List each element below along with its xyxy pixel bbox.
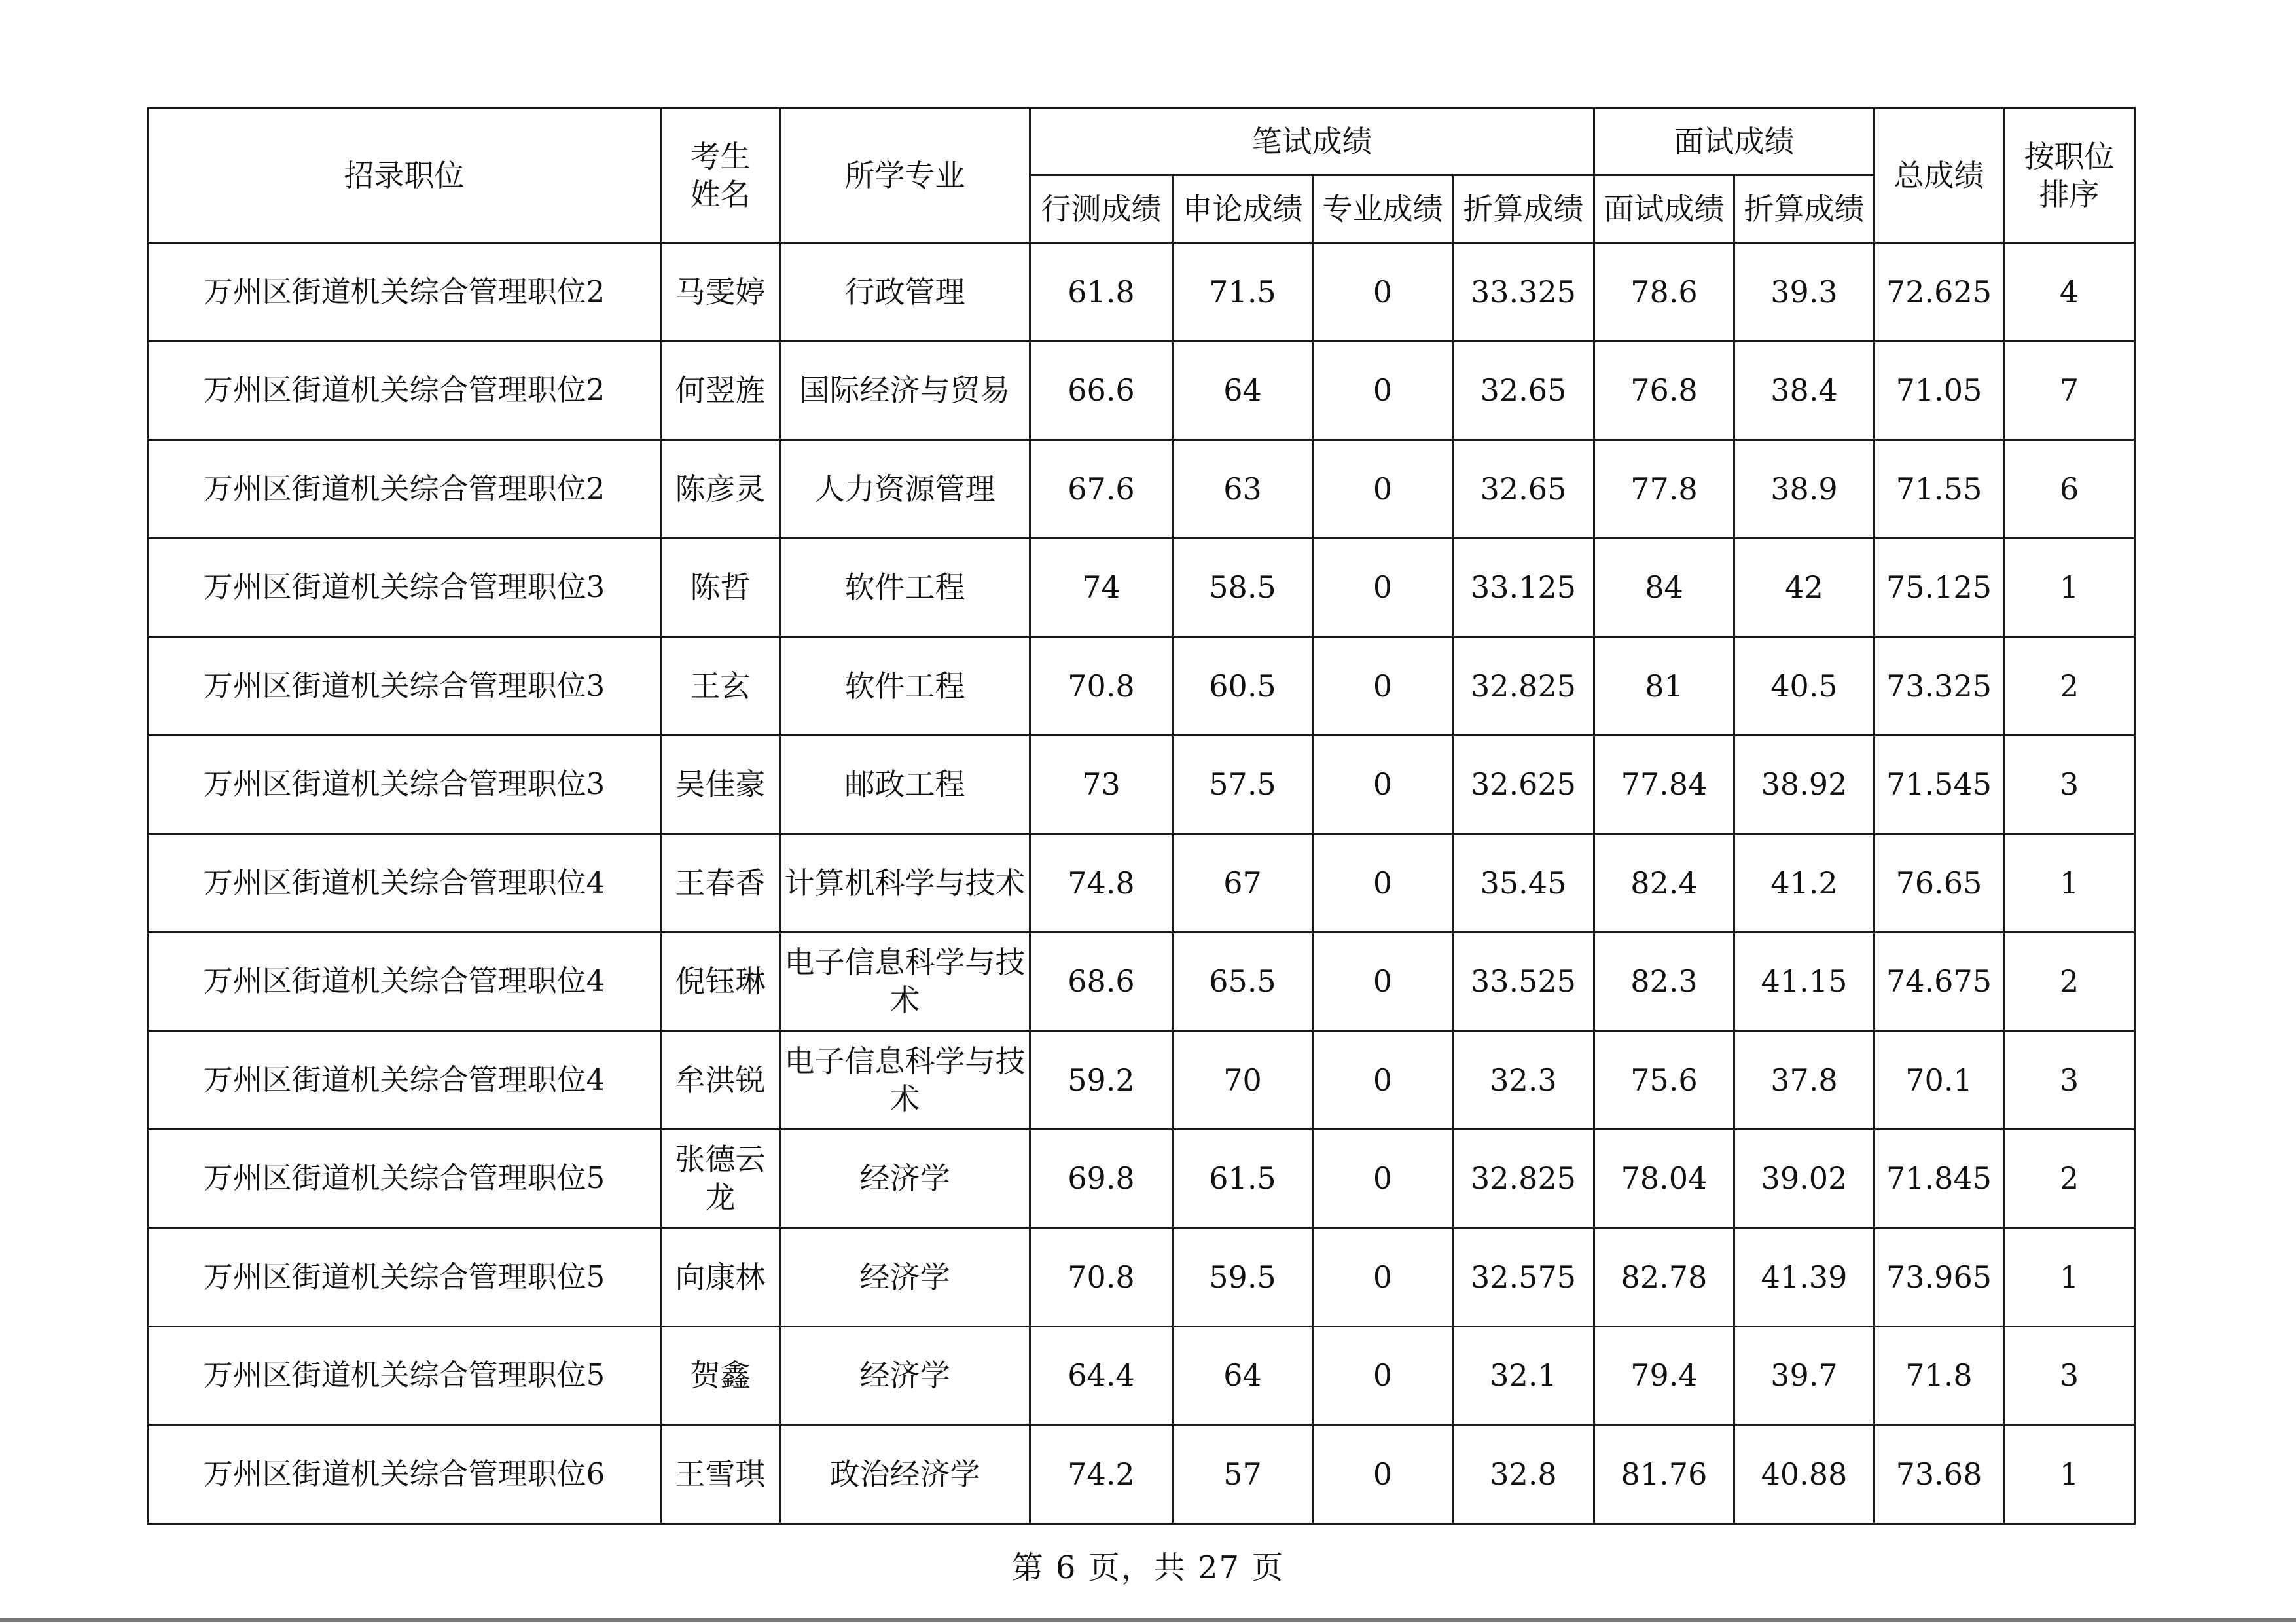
- cell-interview: 82.4: [1594, 834, 1734, 933]
- header-interview-converted: 折算成绩: [1734, 175, 1874, 243]
- header-row-1: [148, 108, 2135, 175]
- cell-shenlun: 57.5: [1173, 735, 1313, 834]
- cell-interview-converted: 41.15: [1734, 932, 1874, 1031]
- cell-zhuanye: 0: [1313, 1129, 1453, 1228]
- footer-middle: 页，共: [1088, 1549, 1187, 1586]
- table-row: [148, 538, 2135, 637]
- cell-written-converted: 32.8: [1453, 1425, 1594, 1524]
- cell-written-converted: 32.65: [1453, 440, 1594, 539]
- cell-major: 经济学: [780, 1228, 1030, 1327]
- cell-interview: 76.8: [1594, 341, 1734, 440]
- cell-interview-converted: 41.39: [1734, 1228, 1874, 1327]
- cell-zhuanye: 0: [1313, 637, 1453, 736]
- footer-prefix: 第: [1011, 1549, 1045, 1586]
- cell-name: 张德云龙: [661, 1129, 780, 1228]
- cell-xingce: 64.4: [1030, 1326, 1173, 1425]
- cell-name: 陈哲: [661, 538, 780, 637]
- footer-total-pages: 27: [1198, 1549, 1241, 1586]
- cell-written-converted: 32.3: [1453, 1031, 1594, 1130]
- cell-major: 经济学: [780, 1326, 1030, 1425]
- cell-interview-converted: 37.8: [1734, 1031, 1874, 1130]
- cell-major: 软件工程: [780, 637, 1030, 736]
- cell-total: 73.68: [1874, 1425, 2004, 1524]
- cell-major: 政治经济学: [780, 1425, 1030, 1524]
- cell-xingce: 70.8: [1030, 637, 1173, 736]
- cell-written-converted: 33.525: [1453, 932, 1594, 1031]
- cell-interview-converted: 38.92: [1734, 735, 1874, 834]
- cell-rank: 2: [2004, 637, 2135, 736]
- cell-name: 吴佳豪: [661, 735, 780, 834]
- cell-position: 万州区街道机关综合管理职位2: [148, 440, 661, 539]
- table-body: [148, 243, 2135, 1524]
- cell-total: 75.125: [1874, 538, 2004, 637]
- cell-rank: 1: [2004, 834, 2135, 933]
- table-row: [148, 341, 2135, 440]
- cell-interview-converted: 40.5: [1734, 637, 1874, 736]
- cell-name: 牟洪锐: [661, 1031, 780, 1130]
- cell-interview-converted: 39.02: [1734, 1129, 1874, 1228]
- cell-total: 71.545: [1874, 735, 2004, 834]
- cell-name: 陈彦灵: [661, 440, 780, 539]
- cell-major: 人力资源管理: [780, 440, 1030, 539]
- cell-major: 行政管理: [780, 243, 1030, 342]
- cell-total: 76.65: [1874, 834, 2004, 933]
- cell-major: 邮政工程: [780, 735, 1030, 834]
- cell-written-converted: 32.65: [1453, 341, 1594, 440]
- table-row: [148, 1031, 2135, 1130]
- cell-written-converted: 33.325: [1453, 243, 1594, 342]
- footer-current-page: 6: [1055, 1549, 1077, 1586]
- cell-total: 73.965: [1874, 1228, 2004, 1327]
- cell-major: 经济学: [780, 1129, 1030, 1228]
- cell-position: 万州区街道机关综合管理职位5: [148, 1326, 661, 1425]
- cell-shenlun: 63: [1173, 440, 1313, 539]
- cell-interview: 79.4: [1594, 1326, 1734, 1425]
- cell-interview-converted: 38.9: [1734, 440, 1874, 539]
- cell-total: 72.625: [1874, 243, 2004, 342]
- page-bottom-edge: [0, 1618, 2296, 1622]
- cell-interview: 82.78: [1594, 1228, 1734, 1327]
- cell-name: 王雪琪: [661, 1425, 780, 1524]
- table-row: [148, 243, 2135, 342]
- cell-interview-converted: 39.3: [1734, 243, 1874, 342]
- cell-zhuanye: 0: [1313, 1425, 1453, 1524]
- cell-shenlun: 61.5: [1173, 1129, 1313, 1228]
- cell-written-converted: 32.625: [1453, 735, 1594, 834]
- table-row: [148, 932, 2135, 1031]
- header-xingce: 行测成绩: [1030, 175, 1173, 243]
- cell-rank: 1: [2004, 538, 2135, 637]
- header-zhuanye: 专业成绩: [1313, 175, 1453, 243]
- cell-interview: 81: [1594, 637, 1734, 736]
- cell-interview: 77.8: [1594, 440, 1734, 539]
- cell-shenlun: 57: [1173, 1425, 1313, 1524]
- cell-name: 何翌旌: [661, 341, 780, 440]
- cell-xingce: 69.8: [1030, 1129, 1173, 1228]
- table-row: [148, 637, 2135, 736]
- header-position: 招录职位: [148, 108, 661, 243]
- cell-major: 电子信息科学与技术: [780, 932, 1030, 1031]
- cell-total: 71.55: [1874, 440, 2004, 539]
- cell-name: 王春香: [661, 834, 780, 933]
- cell-rank: 2: [2004, 1129, 2135, 1228]
- cell-shenlun: 65.5: [1173, 932, 1313, 1031]
- cell-zhuanye: 0: [1313, 440, 1453, 539]
- cell-xingce: 73: [1030, 735, 1173, 834]
- cell-rank: 1: [2004, 1425, 2135, 1524]
- cell-written-converted: 32.575: [1453, 1228, 1594, 1327]
- cell-zhuanye: 0: [1313, 243, 1453, 342]
- cell-interview: 77.84: [1594, 735, 1734, 834]
- cell-xingce: 74: [1030, 538, 1173, 637]
- cell-written-converted: 33.125: [1453, 538, 1594, 637]
- cell-total: 71.845: [1874, 1129, 2004, 1228]
- table-row: [148, 440, 2135, 539]
- header-shenlun: 申论成绩: [1173, 175, 1313, 243]
- cell-name: 贺鑫: [661, 1326, 780, 1425]
- table-row: [148, 1129, 2135, 1228]
- cell-rank: 3: [2004, 1326, 2135, 1425]
- header-interview-group: 面试成绩: [1594, 108, 1874, 175]
- score-table: [147, 107, 2136, 1525]
- cell-position: 万州区街道机关综合管理职位5: [148, 1228, 661, 1327]
- header-written-converted: 折算成绩: [1453, 175, 1594, 243]
- cell-zhuanye: 0: [1313, 1326, 1453, 1425]
- cell-xingce: 74.2: [1030, 1425, 1173, 1524]
- cell-interview-converted: 41.2: [1734, 834, 1874, 933]
- cell-major: 电子信息科学与技术: [780, 1031, 1030, 1130]
- cell-zhuanye: 0: [1313, 341, 1453, 440]
- cell-interview-converted: 42: [1734, 538, 1874, 637]
- table-row: [148, 1425, 2135, 1524]
- cell-name: 王玄: [661, 637, 780, 736]
- cell-position: 万州区街道机关综合管理职位4: [148, 932, 661, 1031]
- cell-position: 万州区街道机关综合管理职位2: [148, 341, 661, 440]
- cell-name: 马雯婷: [661, 243, 780, 342]
- cell-zhuanye: 0: [1313, 1228, 1453, 1327]
- cell-shenlun: 64: [1173, 1326, 1313, 1425]
- header-rank: 按职位 排序: [2004, 108, 2135, 243]
- cell-rank: 6: [2004, 440, 2135, 539]
- cell-zhuanye: 0: [1313, 1031, 1453, 1130]
- cell-written-converted: 32.825: [1453, 637, 1594, 736]
- page-footer: [0, 1542, 2296, 1587]
- cell-zhuanye: 0: [1313, 538, 1453, 637]
- cell-name: 向康林: [661, 1228, 780, 1327]
- cell-position: 万州区街道机关综合管理职位6: [148, 1425, 661, 1524]
- cell-interview: 75.6: [1594, 1031, 1734, 1130]
- cell-position: 万州区街道机关综合管理职位5: [148, 1129, 661, 1228]
- cell-zhuanye: 0: [1313, 834, 1453, 933]
- cell-rank: 2: [2004, 932, 2135, 1031]
- cell-position: 万州区街道机关综合管理职位3: [148, 538, 661, 637]
- cell-rank: 3: [2004, 735, 2135, 834]
- cell-name: 倪钰琳: [661, 932, 780, 1031]
- cell-major: 国际经济与贸易: [780, 341, 1030, 440]
- cell-written-converted: 35.45: [1453, 834, 1594, 933]
- cell-position: 万州区街道机关综合管理职位3: [148, 637, 661, 736]
- header-name: 考生 姓名: [661, 108, 780, 243]
- cell-rank: 1: [2004, 1228, 2135, 1327]
- cell-interview: 78.04: [1594, 1129, 1734, 1228]
- cell-shenlun: 64: [1173, 341, 1313, 440]
- cell-rank: 3: [2004, 1031, 2135, 1130]
- header-written-group: 笔试成绩: [1030, 108, 1594, 175]
- cell-interview-converted: 39.7: [1734, 1326, 1874, 1425]
- cell-interview: 81.76: [1594, 1425, 1734, 1524]
- cell-position: 万州区街道机关综合管理职位3: [148, 735, 661, 834]
- cell-total: 71.05: [1874, 341, 2004, 440]
- table-row: [148, 1326, 2135, 1425]
- cell-zhuanye: 0: [1313, 735, 1453, 834]
- cell-interview: 82.3: [1594, 932, 1734, 1031]
- cell-total: 73.325: [1874, 637, 2004, 736]
- header-total: 总成绩: [1874, 108, 2004, 243]
- cell-position: 万州区街道机关综合管理职位4: [148, 1031, 661, 1130]
- cell-xingce: 66.6: [1030, 341, 1173, 440]
- header-interview-score: 面试成绩: [1594, 175, 1734, 243]
- cell-xingce: 68.6: [1030, 932, 1173, 1031]
- table-row: [148, 834, 2135, 933]
- table-row: [148, 1228, 2135, 1327]
- cell-rank: 7: [2004, 341, 2135, 440]
- cell-position: 万州区街道机关综合管理职位4: [148, 834, 661, 933]
- cell-xingce: 74.8: [1030, 834, 1173, 933]
- cell-interview-converted: 40.88: [1734, 1425, 1874, 1524]
- cell-interview: 78.6: [1594, 243, 1734, 342]
- cell-shenlun: 60.5: [1173, 637, 1313, 736]
- cell-total: 71.8: [1874, 1326, 2004, 1425]
- cell-xingce: 59.2: [1030, 1031, 1173, 1130]
- cell-shenlun: 67: [1173, 834, 1313, 933]
- cell-interview: 84: [1594, 538, 1734, 637]
- cell-shenlun: 70: [1173, 1031, 1313, 1130]
- cell-written-converted: 32.1: [1453, 1326, 1594, 1425]
- table-row: [148, 735, 2135, 834]
- cell-zhuanye: 0: [1313, 932, 1453, 1031]
- cell-total: 74.675: [1874, 932, 2004, 1031]
- cell-interview-converted: 38.4: [1734, 341, 1874, 440]
- cell-xingce: 61.8: [1030, 243, 1173, 342]
- cell-xingce: 67.6: [1030, 440, 1173, 539]
- header-major: 所学专业: [780, 108, 1030, 243]
- cell-shenlun: 58.5: [1173, 538, 1313, 637]
- cell-major: 计算机科学与技术: [780, 834, 1030, 933]
- cell-written-converted: 32.825: [1453, 1129, 1594, 1228]
- footer-suffix: 页: [1251, 1549, 1285, 1586]
- cell-major: 软件工程: [780, 538, 1030, 637]
- cell-shenlun: 59.5: [1173, 1228, 1313, 1327]
- cell-shenlun: 71.5: [1173, 243, 1313, 342]
- cell-position: 万州区街道机关综合管理职位2: [148, 243, 661, 342]
- cell-rank: 4: [2004, 243, 2135, 342]
- cell-total: 70.1: [1874, 1031, 2004, 1130]
- cell-xingce: 70.8: [1030, 1228, 1173, 1327]
